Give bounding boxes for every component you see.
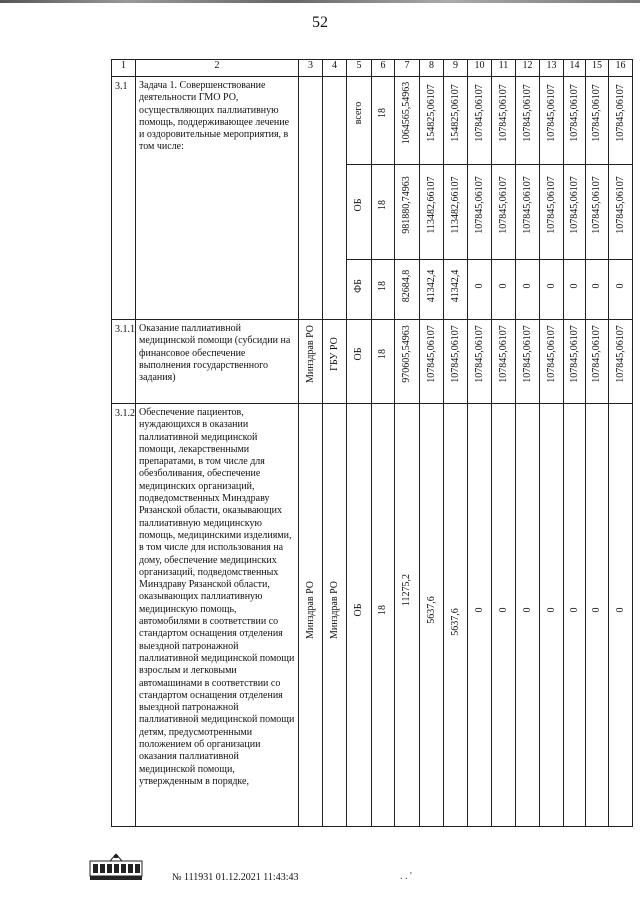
value-cell — [609, 77, 633, 165]
value-cell — [444, 260, 468, 320]
col-header: 8 — [420, 60, 444, 77]
amount-value: 107845,06107 — [591, 84, 602, 142]
document-registration-id: № 111931 01.12.2021 11:43:43 — [172, 872, 299, 883]
amount-value: 5637,6 — [449, 608, 461, 636]
funding-source: ФБ — [353, 279, 364, 293]
col6-value: 18 — [377, 200, 388, 210]
funding-source-cell — [347, 260, 372, 320]
col-header: 6 — [372, 60, 395, 77]
amount-value: 154825,06107 — [425, 84, 437, 142]
amount-value: 113482,66107 — [425, 176, 437, 234]
value-cell — [468, 320, 492, 404]
value-cell — [420, 260, 444, 320]
value-cell — [372, 404, 395, 827]
value-cell — [372, 165, 395, 260]
table-row — [112, 404, 633, 827]
amount-value: 0 — [568, 283, 580, 289]
row-number: 3.1.2 — [112, 404, 136, 827]
amount-value: 107845,06107 — [568, 84, 580, 142]
amount-value: 107845,06107 — [497, 325, 509, 383]
value-cell — [420, 404, 444, 827]
amount-value: 107845,06107 — [568, 325, 580, 383]
value-cell — [395, 404, 420, 827]
value-cell — [395, 77, 420, 165]
value-cell — [468, 165, 492, 260]
amount-value: 0 — [568, 607, 580, 613]
participant: Минздрав РО — [328, 580, 340, 640]
amount-value: 107845,06107 — [521, 84, 533, 142]
amount-value: 107845,06107 — [614, 325, 626, 383]
amount-value: 107845,06107 — [521, 176, 533, 234]
participant: ГБУ РО — [328, 337, 340, 371]
value-cell — [492, 260, 516, 320]
amount-value: 0 — [545, 607, 557, 613]
amount-value: 107845,06107 — [473, 84, 485, 142]
amount-value: 107845,06107 — [497, 84, 509, 142]
col6-value: 18 — [377, 349, 388, 359]
col-header: 1 — [112, 60, 136, 77]
amount-value: 107845,06107 — [521, 325, 533, 383]
amount-value: 41342,4 — [449, 269, 461, 303]
value-cell — [586, 320, 609, 404]
empty-cell — [299, 77, 323, 320]
value-cell — [492, 404, 516, 827]
value-cell — [420, 165, 444, 260]
row-description: Задача 1. Совершенствование деятельности ГМО РО, осуществляющих паллиативную помощь, поддерживающее лечение и оздоровительные мероприятия, в том числе: — [136, 77, 299, 320]
amount-value: 107845,06107 — [545, 84, 557, 142]
amount-value: 0 — [473, 283, 485, 289]
value-cell — [564, 404, 586, 827]
amount-value: 107845,06107 — [497, 176, 509, 234]
page-number: 52 — [312, 14, 328, 31]
amount-value: 107845,06107 — [568, 176, 580, 234]
col-header: 9 — [444, 60, 468, 77]
value-cell — [609, 320, 633, 404]
value-cell — [516, 260, 540, 320]
amount-value: 0 — [521, 607, 533, 613]
col-header: 13 — [540, 60, 564, 77]
table-row — [112, 320, 633, 404]
value-cell — [420, 320, 444, 404]
value-cell — [395, 260, 420, 320]
funding-source-cell — [347, 165, 372, 260]
col-header: 15 — [586, 60, 609, 77]
row-description: Оказание паллиативной медицинской помощи (субсидии на финансовое обеспечение выполнения государственного задания) — [136, 320, 299, 404]
value-cell — [609, 404, 633, 827]
value-cell — [468, 77, 492, 165]
value-cell — [516, 165, 540, 260]
value-cell — [564, 165, 586, 260]
amount-value: 107845,06107 — [449, 325, 461, 383]
amount-value: 107845,06107 — [545, 325, 557, 383]
value-cell — [586, 404, 609, 827]
responsible-executor: Минздрав РО — [304, 324, 316, 384]
funding-source: всего — [353, 101, 364, 125]
participant-cell — [323, 404, 347, 827]
amount-value: 0 — [614, 283, 626, 289]
funding-source-cell — [347, 320, 372, 404]
column-number-row — [112, 60, 633, 77]
funding-source-cell — [347, 404, 372, 827]
row-number: 3.1.1 — [112, 320, 136, 404]
amount-value: 113482,66107 — [449, 176, 461, 234]
value-cell — [492, 165, 516, 260]
value-cell — [586, 260, 609, 320]
amount-value: 0 — [614, 607, 626, 613]
amount-value: 41342,4 — [425, 269, 437, 303]
col-header: 3 — [299, 60, 323, 77]
col-header: 16 — [609, 60, 633, 77]
amount-value: 970605,54963 — [401, 325, 412, 383]
responsible-cell — [299, 404, 323, 827]
funding-source-cell — [347, 77, 372, 165]
amount-value: 0 — [497, 607, 509, 613]
table-row — [112, 77, 633, 165]
col6-value: 18 — [377, 108, 388, 118]
amount-value: 5637,6 — [425, 596, 437, 624]
participant-cell — [323, 320, 347, 404]
col-header: 2 — [136, 60, 299, 77]
empty-cell — [323, 77, 347, 320]
amount-value: 107845,06107 — [473, 176, 485, 234]
amount-value: 107845,06107 — [591, 325, 602, 383]
amount-value: 107845,06107 — [591, 176, 602, 234]
col-header: 5 — [347, 60, 372, 77]
col6-value: 18 — [377, 281, 388, 291]
value-cell — [468, 404, 492, 827]
value-cell — [420, 77, 444, 165]
value-cell — [516, 320, 540, 404]
amount-value: 0 — [521, 283, 533, 289]
value-cell — [468, 260, 492, 320]
value-cell — [564, 260, 586, 320]
amount-value: 0 — [591, 283, 602, 289]
value-cell — [516, 404, 540, 827]
budget-table — [111, 59, 633, 827]
amount-value: 1064565,54963 — [401, 81, 412, 145]
value-cell — [444, 404, 468, 827]
value-cell — [492, 320, 516, 404]
value-cell — [586, 77, 609, 165]
scan-top-edge — [0, 0, 640, 3]
value-cell — [372, 260, 395, 320]
value-cell — [540, 260, 564, 320]
value-cell — [609, 165, 633, 260]
value-cell — [516, 77, 540, 165]
value-cell — [395, 320, 420, 404]
value-cell — [564, 320, 586, 404]
amount-value: 82684,8 — [401, 269, 412, 303]
value-cell — [444, 320, 468, 404]
value-cell — [586, 165, 609, 260]
value-cell — [540, 77, 564, 165]
amount-value: 107845,06107 — [614, 84, 626, 142]
funding-source: ОБ — [353, 603, 364, 617]
amount-value: 107845,06107 — [473, 325, 485, 383]
value-cell — [372, 320, 395, 404]
funding-source: ОБ — [353, 198, 364, 212]
responsible-executor: Минздрав РО — [304, 580, 316, 640]
col-header: 7 — [395, 60, 420, 77]
value-cell — [540, 404, 564, 827]
amount-value: 107845,06107 — [545, 176, 557, 234]
col-header: 4 — [323, 60, 347, 77]
amount-value: 0 — [591, 607, 602, 613]
value-cell — [540, 320, 564, 404]
scan-marks: . . ' — [400, 871, 412, 882]
funding-source: ОБ — [353, 347, 364, 361]
amount-value: 11275,2 — [401, 573, 412, 607]
col-header: 14 — [564, 60, 586, 77]
col-header: 11 — [492, 60, 516, 77]
value-cell — [444, 165, 468, 260]
value-cell — [492, 77, 516, 165]
col6-value: 18 — [377, 605, 388, 615]
amount-value: 0 — [473, 607, 485, 613]
responsible-cell — [299, 320, 323, 404]
amount-value: 107845,06107 — [425, 325, 437, 383]
value-cell — [444, 77, 468, 165]
registry-stamp-icon — [88, 852, 144, 882]
amount-value: 981880,74963 — [401, 176, 412, 234]
amount-value: 154825,06107 — [449, 84, 461, 142]
col-header: 12 — [516, 60, 540, 77]
amount-value: 0 — [545, 283, 557, 289]
amount-value: 0 — [497, 283, 509, 289]
value-cell — [609, 260, 633, 320]
row-description: Обеспечение пациентов, нуждающихся в оказании паллиативной медицинской помощи, лекарственными препаратами, в том числе для обезболивания, обеспечение медицинских организаций, подведомственных Минздраву Рязанской области, оказывающих паллиативную медицинскую помощь, медицинскими изделиями, в том числе для использования на дому, обеспечение медицинских организаций, подведомственных Минздраву Рязанской области, оказывающих паллиативную медицинскую помощь, автомобилями в соответствии со стандартом оснащения отделения выездной патронажной паллиативной медицинской помощи взрослым и легковыми автомашинами в соответствии со стандартом оснащения отделения выездной патронажной паллиативной медицинской помощи детям, предусмотренными положением об организации оказания паллиативной медицинской помощи, утвержденным в порядке, — [136, 404, 299, 827]
col-header: 10 — [468, 60, 492, 77]
value-cell — [564, 77, 586, 165]
value-cell — [372, 77, 395, 165]
row-number: 3.1 — [112, 77, 136, 320]
value-cell — [540, 165, 564, 260]
amount-value: 107845,06107 — [614, 176, 626, 234]
value-cell — [395, 165, 420, 260]
